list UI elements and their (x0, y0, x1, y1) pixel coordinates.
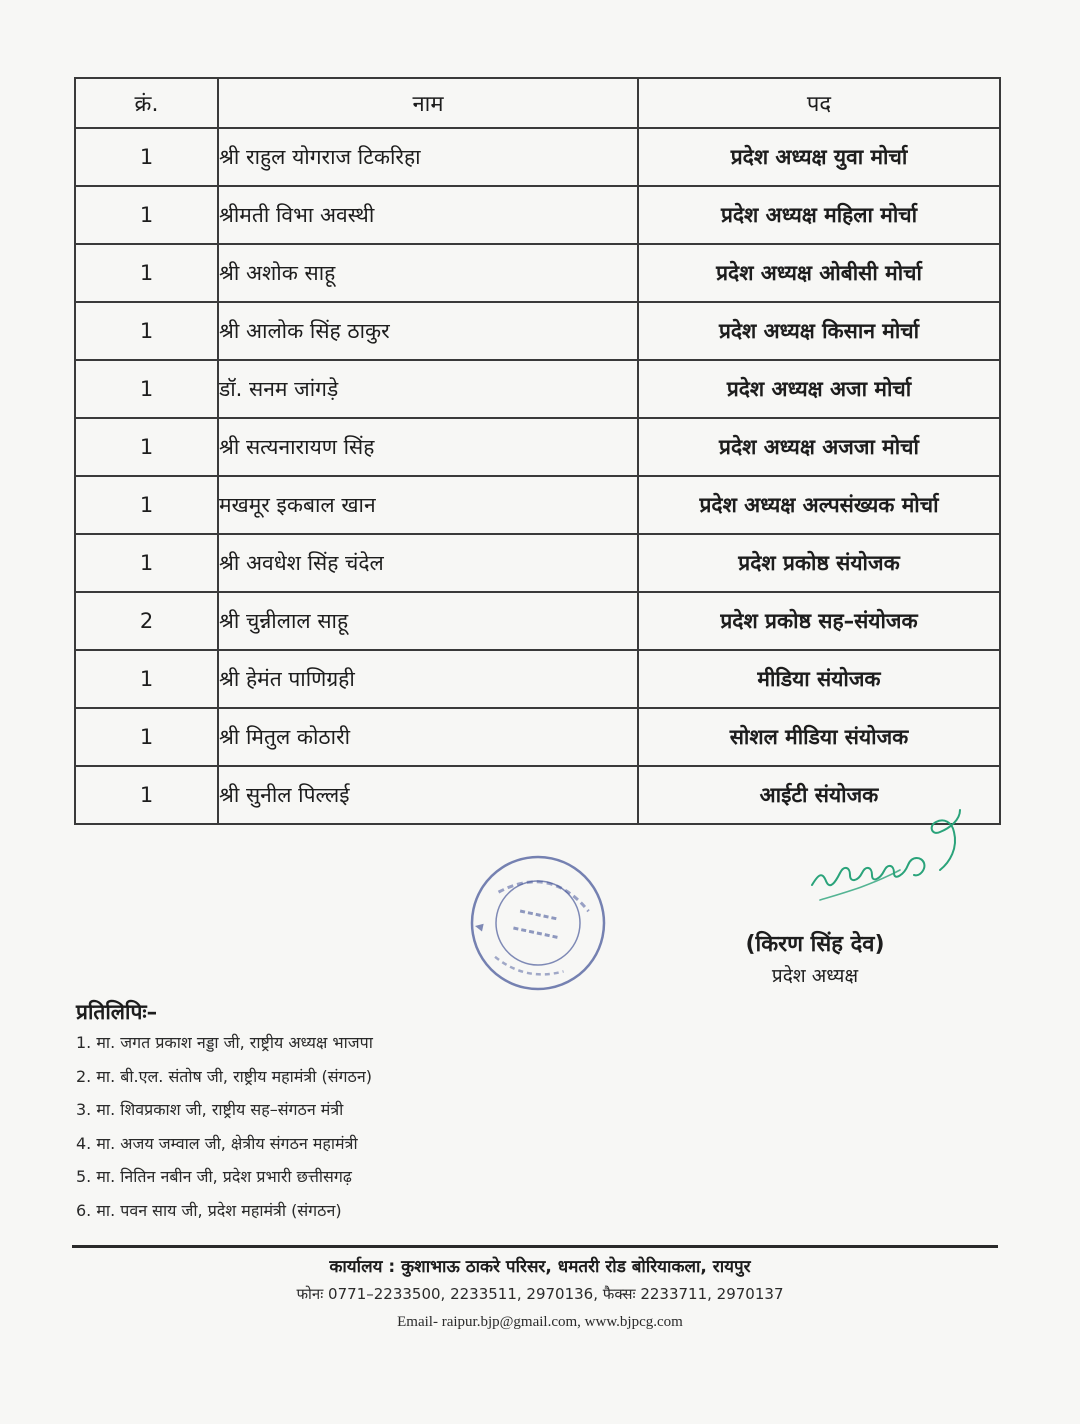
copy-to-heading: प्रतिलिपिः– (76, 1000, 158, 1024)
table-row (75, 360, 1000, 418)
office-seal-stamp (463, 853, 613, 993)
row-name: श्री सत्यनारायण सिंह (218, 418, 638, 476)
signatory-post: प्रदेश अध्यक्ष (771, 965, 859, 987)
row-post: आईटी संयोजक (638, 766, 1000, 824)
row-post: प्रदेश अध्यक्ष युवा मोर्चा (638, 128, 1000, 186)
row-name: श्रीमती विभा अवस्थी (218, 186, 638, 244)
row-post: प्रदेश अध्यक्ष ओबीसी मोर्चा (638, 244, 1000, 302)
header-name: नाम (218, 78, 638, 128)
list-item: 3. मा. शिवप्रकाश जी, राष्ट्रीय सह–संगठन मंत्री (76, 1100, 344, 1119)
row-post: प्रदेश अध्यक्ष अजजा मोर्चा (638, 418, 1000, 476)
copy-to-list (76, 1030, 373, 1231)
footer-divider (72, 1245, 998, 1248)
row-name: श्री चुन्नीलाल साहू (218, 592, 638, 650)
header-serial: क्रं. (75, 78, 218, 128)
row-name: श्री राहुल योगराज टिकरिहा (218, 128, 638, 186)
row-count: 1 (75, 128, 218, 186)
list-item: 5. मा. नितिन नबीन जी, प्रदेश प्रभारी छत्तीसगढ़ (76, 1167, 352, 1186)
table-row (75, 534, 1000, 592)
row-name: मखमूर इकबाल खान (218, 476, 638, 534)
row-count: 1 (75, 534, 218, 592)
footer-address: कार्यालय : कुशाभाऊ ठाकरे परिसर, धमतरी रोड बोरियाकला, रायपुर (329, 1257, 751, 1277)
table-row (75, 186, 1000, 244)
table-header-row (75, 78, 1000, 128)
table-row (75, 708, 1000, 766)
list-item: 4. मा. अजय जम्वाल जी, क्षेत्रीय संगठन महामंत्री (76, 1133, 358, 1153)
footer-phone: फोनः 0771–2233500, 2233511, 2970136, फैक्सः 2233711, 2970137 (296, 1285, 784, 1303)
row-count: 1 (75, 244, 218, 302)
row-post: प्रदेश अध्यक्ष अजा मोर्चा (638, 360, 1000, 418)
row-post: प्रदेश अध्यक्ष अल्पसंख्यक मोर्चा (638, 476, 1000, 534)
table-row (75, 418, 1000, 476)
list-item: 1. मा. जगत प्रकाश नड्डा जी, राष्ट्रीय अध्यक्ष भाजपा (76, 1033, 373, 1052)
row-count: 1 (75, 708, 218, 766)
row-count: 1 (75, 418, 218, 476)
row-post: प्रदेश प्रकोष्ठ संयोजक (638, 534, 1000, 592)
table-row (75, 244, 1000, 302)
row-count: 1 (75, 302, 218, 360)
row-name: श्री अवधेश सिंह चंदेल (218, 534, 638, 592)
row-post: मीडिया संयोजक (638, 650, 1000, 708)
table-row (75, 128, 1000, 186)
row-name: श्री हेमंत पाणिग्रही (218, 650, 638, 708)
row-post: प्रदेश अध्यक्ष महिला मोर्चा (638, 186, 1000, 244)
row-count: 1 (75, 476, 218, 534)
row-count: 1 (75, 186, 218, 244)
list-item: 2. मा. बी.एल. संतोष जी, राष्ट्रीय महामंत्री (संगठन) (76, 1066, 372, 1086)
row-count: 1 (75, 650, 218, 708)
table-row (75, 476, 1000, 534)
header-post: पद (638, 78, 1000, 128)
row-name: डॉ. सनम जांगड़े (218, 360, 638, 418)
table-row (75, 302, 1000, 360)
row-post: सोशल मीडिया संयोजक (638, 708, 1000, 766)
row-name: श्री आलोक सिंह ठाकुर (218, 302, 638, 360)
row-name: श्री अशोक साहू (218, 244, 638, 302)
table-row (75, 650, 1000, 708)
table-row (75, 592, 1000, 650)
row-count: 2 (75, 592, 218, 650)
appointments-table (74, 77, 1001, 825)
list-item: 6. मा. पवन साय जी, प्रदेश महामंत्री (संगठन) (76, 1200, 342, 1220)
row-post: प्रदेश प्रकोष्ठ सह–संयोजक (638, 592, 1000, 650)
row-name: श्री सुनील पिल्लई (218, 766, 638, 824)
row-count: 1 (75, 360, 218, 418)
row-name: श्री मितुल कोठारी (218, 708, 638, 766)
footer-email: Email- raipur.bjp@gmail.com, www.bjpcg.com (397, 1314, 683, 1330)
row-post: प्रदेश अध्यक्ष किसान मोर्चा (638, 302, 1000, 360)
signatory-name: (किरण सिंह देव) (745, 932, 885, 957)
signature (800, 790, 965, 920)
row-count: 1 (75, 766, 218, 824)
